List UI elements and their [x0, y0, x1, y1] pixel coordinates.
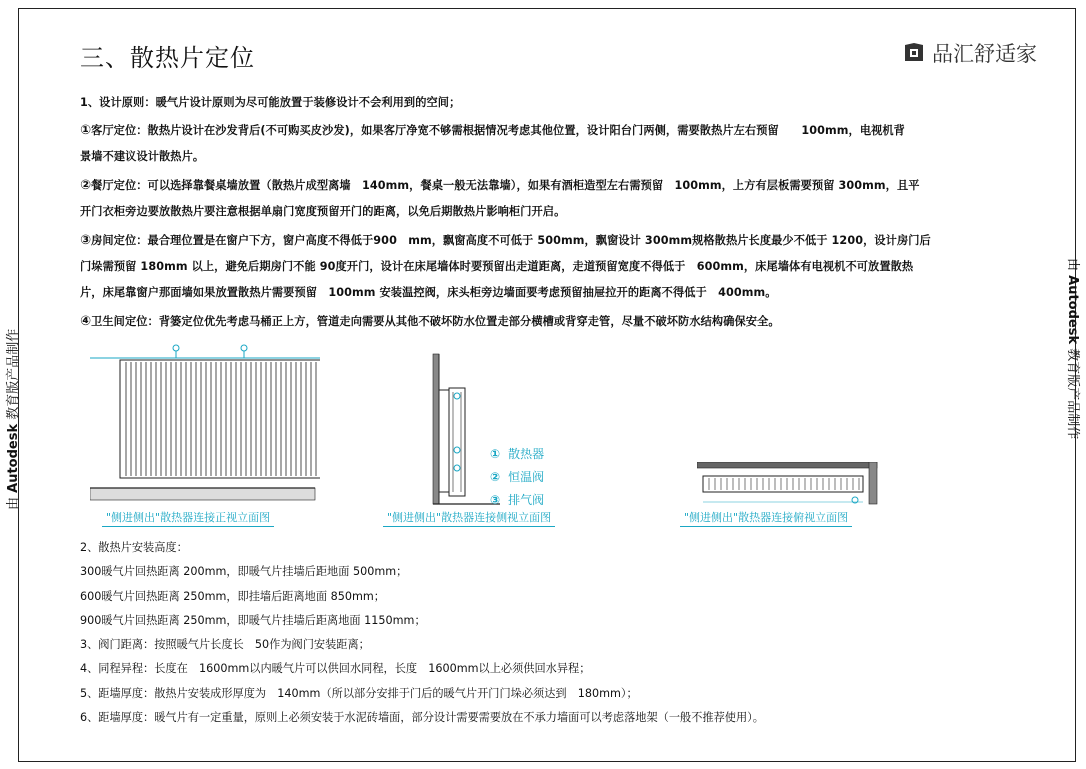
legend-item: ③ 排气阀 — [490, 493, 545, 507]
front-view-diagram — [90, 340, 320, 505]
note-line: 3、阀门距离：按照暖气片长度长 50作为阀门安装距离； — [80, 638, 370, 652]
brand — [902, 38, 1037, 68]
item-dining-room: ②餐厅定位：可以选择靠餐桌墙放置（散热片成型离墙 140mm，餐桌一般无法靠墙），如果有酒柜造型左右需预留 100mm，上方有层板需要预留 300mm，且平 开门衣柜旁边要放散热片要注意根据单扇门宽度预留开门的距离，以免后期散热片影响柜门开启。 — [80, 178, 920, 218]
note-line: 2、散热片安装高度： — [80, 541, 188, 554]
page-title: 三、散热片定位 — [80, 44, 255, 72]
radiator-fins — [126, 362, 316, 476]
item-bedroom: ③房间定位：最合理位置是在窗户下方，窗户高度不得低于900 mm，飘窗高度不可低于 500mm，飘窗设计 300mm规格散热片长度最少不低于 1200，设计房门后 门垛需预留 180mm 以上，避免后期房门不能 90度开门，设计在床尾墙体时要预留出走道距离，走道预留宽度不得低于 600mm，床尾墙体有电视机不可放置散热 片，床尾靠窗户那面墙如果放置散热片需要预留 100mm 安装温控阀，床头柜旁边墙面要考虑预留抽屉拉开的距离不得低于 400mm。 — [80, 233, 931, 299]
item-living-room: ①客厅定位：散热片设计在沙发背后(不可购买皮沙发)，如果客厅净宽不够需根据情况考虑其他位置，设计阳台门两侧，需要散热片左右预留 100mm，电视机背 景墙不建议设计散热片。 — [80, 123, 905, 163]
figure-legend — [490, 443, 544, 512]
note-line: 900暖气片回热距离 250mm，即暖气片挂墙后距离地面 1150mm； — [80, 613, 426, 627]
installation-notes — [80, 536, 764, 730]
top-view-diagram — [697, 462, 882, 510]
brand-name: 品汇舒适家 — [932, 42, 1037, 66]
caption-top-view: "侧进侧出"散热器连接俯视立面图 — [680, 509, 852, 527]
note-line: 4、同程异程：长度在 1600mm以内暖气片可以供回水同程，长度 1600mm以上必须供回水异程； — [80, 662, 591, 676]
caption-front-view: "侧进侧出"散热器连接正视立面图 — [102, 509, 274, 527]
note-line: 6、距墙厚度：暖气片有一定重量，原则上必须安装于水泥砖墙面，部分设计需要需要放在不承力墙面可以考虑落地架（一般不推荐使用）。 — [80, 711, 764, 725]
item-bathroom: ④卫生间定位：背篓定位优先考虑马桶正上方，管道走向需要从其他不破坏防水位置走部分横槽或背穿走管，尽量不破坏防水结构确保安全。 — [80, 314, 780, 329]
watermark-right: 由 Autodesk 教育版产品制作 — [1065, 258, 1080, 440]
note-line: 300暖气片回热距离 200mm，即暖气片挂墙后距地面 500mm； — [80, 565, 408, 579]
watermark-left: 由 Autodesk 教育版产品制作 — [6, 328, 21, 510]
note-line: 5、距墙厚度：散热片安装成形厚度为 140mm（所以部分安排于门后的暖气片开门门垛必须达到 180mm）； — [80, 686, 638, 700]
caption-side-view: "侧进侧出"散热器连接侧视立面图 — [383, 509, 555, 527]
legend-item: ② 恒温阀 — [490, 470, 545, 484]
section1-heading: 1、设计原则：暖气片设计原则为尽可能放置于装修设计不会利用到的空间； — [80, 96, 461, 109]
legend-item: ① 散热器 — [490, 447, 545, 461]
note-line: 600暖气片回热距离 250mm，即挂墙后距离地面 850mm； — [80, 589, 385, 603]
brand-logo-icon — [902, 42, 926, 64]
